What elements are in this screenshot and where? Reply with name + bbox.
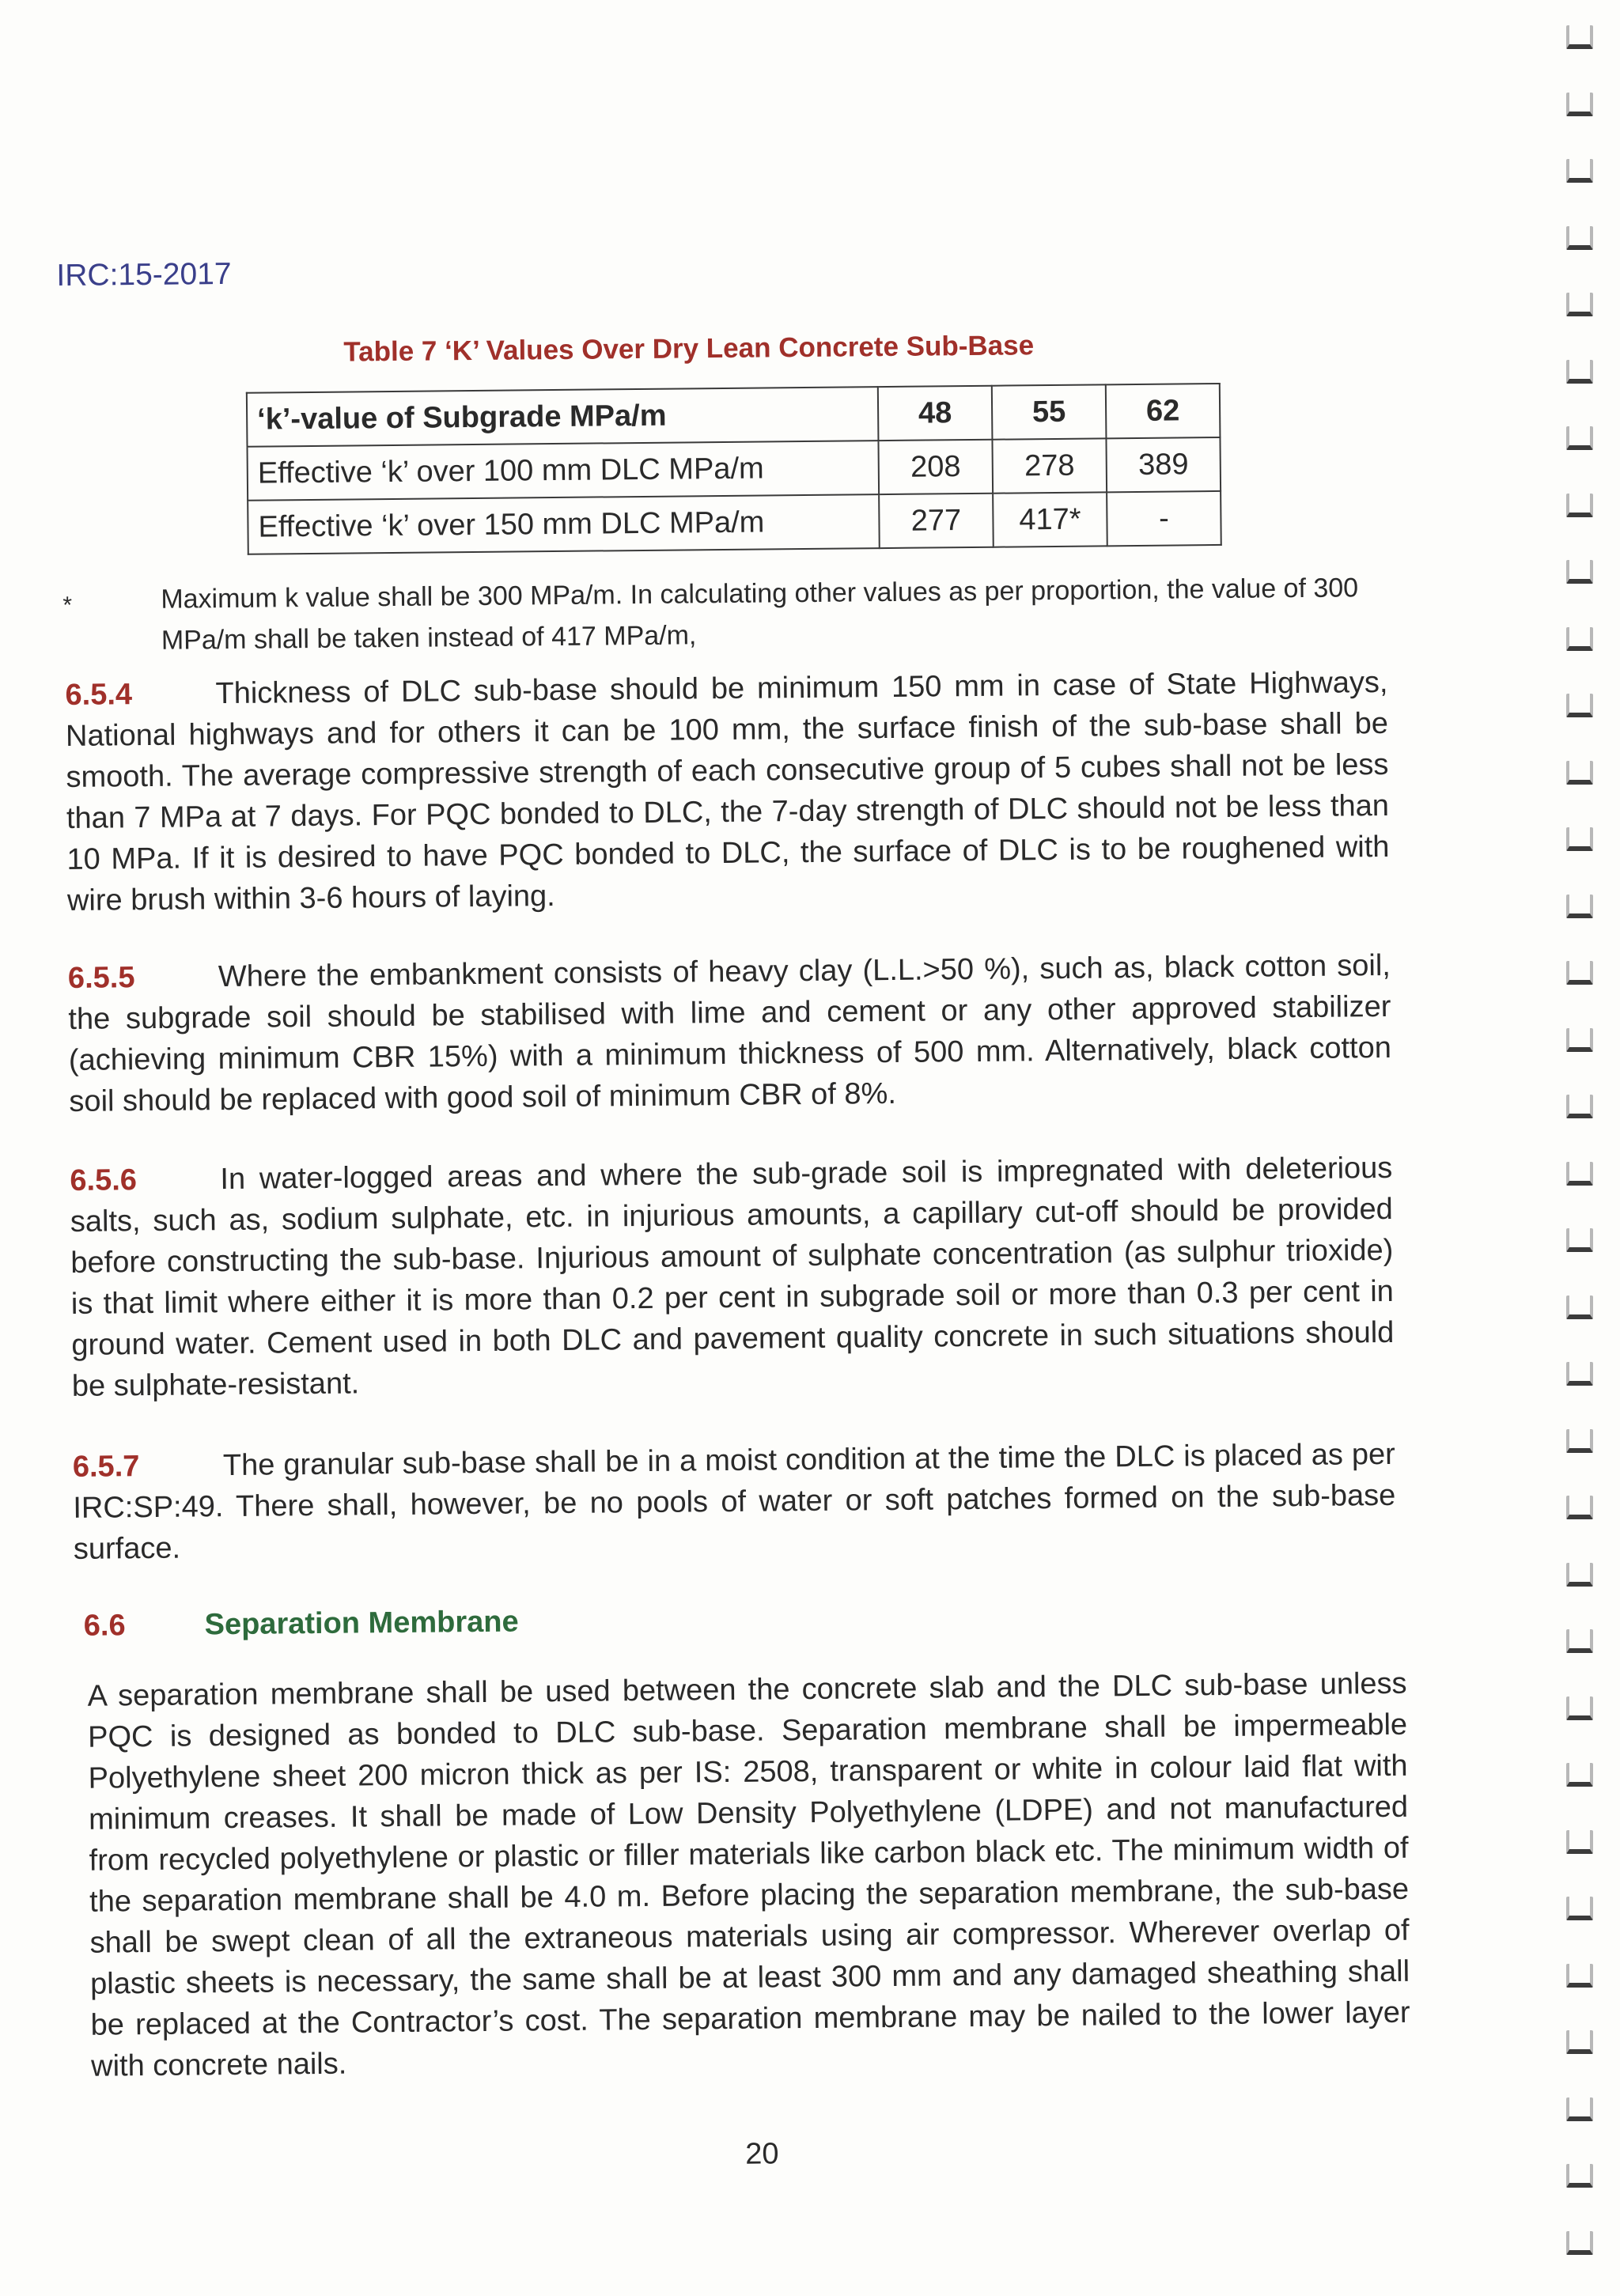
table-cell: 48 bbox=[878, 386, 993, 441]
table-row bbox=[248, 491, 1221, 554]
binding-ring-icon bbox=[1566, 2231, 1593, 2255]
spiral-binding bbox=[1561, 8, 1601, 2286]
binding-ring-icon bbox=[1566, 1897, 1593, 1920]
paragraph-number: 6.5.4 bbox=[65, 678, 133, 712]
binding-ring-icon bbox=[1566, 1228, 1593, 1252]
binding-ring-icon bbox=[1566, 627, 1593, 651]
paragraph-6-5-6 bbox=[70, 1148, 1395, 1407]
binding-ring-icon bbox=[1566, 761, 1593, 785]
table-row bbox=[247, 384, 1221, 447]
footnote-marker: * bbox=[62, 592, 73, 619]
binding-ring-icon bbox=[1566, 895, 1593, 918]
table-cell: 55 bbox=[992, 384, 1107, 439]
binding-ring-icon bbox=[1566, 2097, 1593, 2121]
binding-ring-icon bbox=[1566, 360, 1593, 384]
binding-ring-icon bbox=[1566, 1830, 1593, 1854]
binding-ring-icon bbox=[1566, 1964, 1593, 1988]
binding-ring-icon bbox=[1566, 1563, 1593, 1587]
table-cell: ‘k’-value of Subgrade MPa/m bbox=[247, 387, 879, 447]
document-code: IRC:15-2017 bbox=[56, 256, 232, 293]
k-values-table bbox=[246, 383, 1222, 555]
binding-ring-icon bbox=[1566, 293, 1593, 316]
binding-ring-icon bbox=[1566, 1362, 1593, 1386]
binding-ring-icon bbox=[1566, 159, 1593, 183]
section-heading bbox=[84, 1606, 519, 1644]
binding-ring-icon bbox=[1566, 426, 1593, 450]
binding-ring-icon bbox=[1566, 1696, 1593, 1720]
table-title: Table 7 ‘K’ Values Over Dry Lean Concrete Sub-Base bbox=[343, 330, 1035, 368]
binding-ring-icon bbox=[1566, 1296, 1593, 1319]
binding-ring-icon bbox=[1566, 2164, 1593, 2188]
paragraph-number: 6.5.5 bbox=[67, 961, 135, 995]
table-row bbox=[248, 437, 1221, 501]
binding-ring-icon bbox=[1566, 1629, 1593, 1653]
table-cell: 208 bbox=[878, 440, 993, 494]
section-title: Separation Membrane bbox=[204, 1605, 519, 1642]
paragraph-6-5-4 bbox=[65, 662, 1390, 921]
binding-ring-icon bbox=[1566, 560, 1593, 584]
table-cell: - bbox=[1107, 491, 1221, 546]
paragraph-text: The granular sub-base shall be in a moist condition at the time the DLC is placed as per IRC:SP:49. There shall, however, be no pools of water or soft patches formed on the sub-base surface. bbox=[73, 1437, 1396, 1566]
binding-ring-icon bbox=[1566, 827, 1593, 851]
binding-ring-icon bbox=[1566, 226, 1593, 250]
binding-ring-icon bbox=[1566, 961, 1593, 985]
table-footnote: Maximum k value shall be 300 MPa/m. In calculating other values as per proportion, the value of 300 MPa/m shall be taken instead of 417 MPa/m, bbox=[161, 573, 1359, 656]
paragraph-number: 6.5.6 bbox=[70, 1163, 138, 1197]
section-body: A separation membrane shall be used between the concrete slab and the DLC sub-base unless PQC is designed as bonded to DLC sub-base. Separation membrane shall be impermeable Polyethylene sheet 200 micron thick as per IS: 2508, transparent or white in colour laid flat with minimum creases. It shall be made of Low Density Polyethylene (LDPE) and not manufactured from recycled polyethylene or plastic or filler materials like carbon black etc. The minimum width of the separation membrane shall be 4.0 m. Before placing the separation membrane, the sub-base shall be swept clean of all the extraneous materials using air compressor. Wherever overlap of plastic sheets is necessary, the same shall be at least 300 mm and any damaged sheathing shall be replaced at the Contractor’s cost. The separation membrane may be nailed to the lower layer with concrete nails. bbox=[87, 1666, 1410, 2083]
page-number: 20 bbox=[745, 2137, 779, 2171]
binding-ring-icon bbox=[1566, 1095, 1593, 1118]
binding-ring-icon bbox=[1566, 1028, 1593, 1052]
binding-ring-icon bbox=[1566, 1429, 1593, 1453]
binding-ring-icon bbox=[1566, 2030, 1593, 2054]
table-cell: 389 bbox=[1106, 437, 1221, 492]
table-cell: 278 bbox=[992, 438, 1107, 493]
paragraph-text: Where the embankment consists of heavy clay (L.L.>50 %), such as, black cotton soil, the subgrade soil should be stabilised with lime and cement or any other approved stabilizer (achieving minimum CBR 15%) with a minimum thickness of 500 mm. Alternatively, black cotton soil should be replaced with good soil of minimum CBR of 8%. bbox=[68, 948, 1392, 1118]
paragraph-6-5-5 bbox=[68, 945, 1392, 1122]
binding-ring-icon bbox=[1566, 93, 1593, 116]
paragraph-number: 6.5.7 bbox=[72, 1450, 140, 1484]
binding-ring-icon bbox=[1566, 1496, 1593, 1519]
table-cell: 277 bbox=[879, 494, 994, 548]
binding-ring-icon bbox=[1566, 694, 1593, 717]
paragraph-6-5-7 bbox=[73, 1434, 1396, 1570]
binding-ring-icon bbox=[1566, 1763, 1593, 1787]
paragraph-text: Thickness of DLC sub-base should be minimum 150 mm in case of State Highways, National highways and for others it can be 100 mm, the surface finish of the sub-base shall be smooth. The average compressive strength of each consecutive group of 5 cubes shall not be less than 7 MPa at 7 days. For PQC bonded to DLC, the 7-day strength of DLC should not be less than 10 MPa. If it is desired to have PQC bonded to DLC, the surface of DLC is to be roughened with wire brush within 3-6 hours of laying. bbox=[65, 665, 1390, 917]
table-cell: Effective ‘k’ over 150 mm DLC MPa/m bbox=[248, 494, 880, 554]
paragraph-text: In water-logged areas and where the sub-grade soil is impregnated with deleterious salts, such as, sodium sulphate, etc. in injurious amounts, a capillary cut-off should be provided before constructing the sub-base. Injurious amount of sulphate concentration (as sulphur trioxide) is that limit where either it is more than 0.2 per cent in subgrade soil or more than 0.3 per cent in ground water. Cement used in both DLC and pavement quality concrete in such situations should be sulphate-resistant. bbox=[70, 1151, 1395, 1403]
table-cell: 417* bbox=[993, 492, 1107, 547]
binding-ring-icon bbox=[1566, 494, 1593, 517]
binding-ring-icon bbox=[1566, 1162, 1593, 1186]
table-cell: Effective ‘k’ over 100 mm DLC MPa/m bbox=[248, 441, 880, 501]
table-cell: 62 bbox=[1106, 384, 1221, 438]
section-number: 6.6 bbox=[83, 1609, 126, 1643]
binding-ring-icon bbox=[1566, 25, 1593, 49]
